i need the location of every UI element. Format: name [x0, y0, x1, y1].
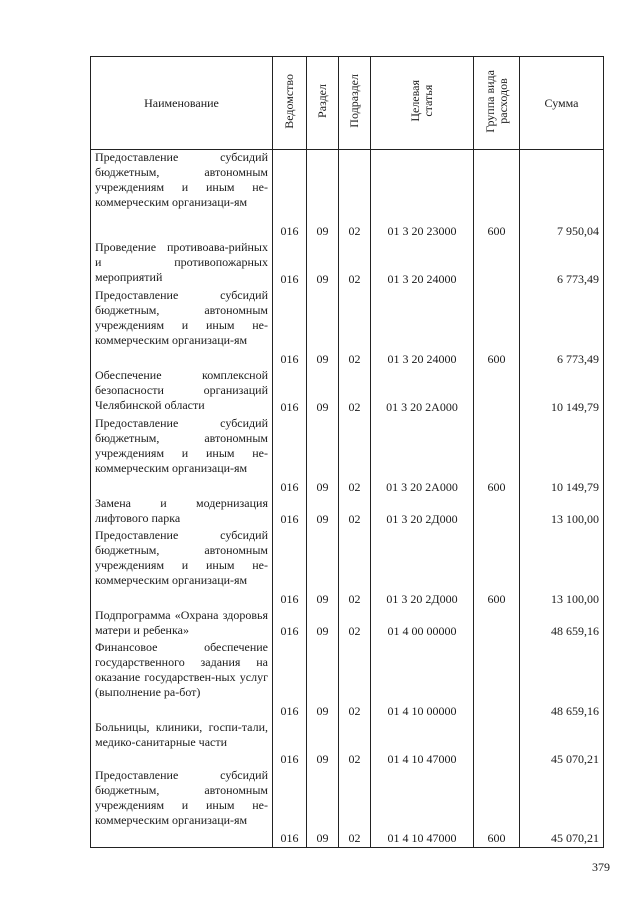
row-name: Замена и модернизация лифтового парка — [91, 496, 273, 528]
row-celevaya-statya: 01 3 20 2А000 — [371, 368, 474, 416]
row-podrazdel: 02 — [339, 608, 371, 640]
row-celevaya-statya: 01 3 20 24000 — [371, 240, 474, 288]
row-summa: 48 659,16 — [520, 640, 604, 720]
row-vedomstvo: 016 — [273, 608, 307, 640]
row-razdel: 09 — [307, 608, 339, 640]
row-razdel: 09 — [307, 150, 339, 240]
row-razdel: 09 — [307, 528, 339, 608]
row-gruppa — [474, 608, 520, 640]
header-summa: Сумма — [520, 57, 604, 150]
table-row — [91, 528, 604, 608]
row-summa: 10 149,79 — [520, 416, 604, 496]
row-podrazdel: 02 — [339, 528, 371, 608]
row-gruppa: 600 — [474, 528, 520, 608]
row-razdel: 09 — [307, 496, 339, 528]
row-name: Предоставление субсидий бюджетным, автономным учреждениям и иным не-коммерческим организаци-ям — [91, 768, 273, 848]
row-razdel: 09 — [307, 288, 339, 368]
row-name: Предоставление субсидий бюджетным, автономным учреждениям и иным не-коммерческим организаци-ям — [91, 288, 273, 368]
table-row — [91, 240, 604, 288]
row-name: Предоставление субсидий бюджетным, автономным учреждениям и иным не-коммерческим организаци-ям — [91, 528, 273, 608]
row-vedomstvo: 016 — [273, 720, 307, 768]
table-row — [91, 720, 604, 768]
row-summa: 10 149,79 — [520, 368, 604, 416]
row-gruppa: 600 — [474, 768, 520, 848]
row-podrazdel: 02 — [339, 240, 371, 288]
row-gruppa: 600 — [474, 150, 520, 240]
header-gruppa-vida-rashodov: Группа вида расходов — [474, 57, 520, 150]
row-celevaya-statya: 01 4 10 47000 — [371, 768, 474, 848]
row-podrazdel: 02 — [339, 288, 371, 368]
row-summa: 13 100,00 — [520, 528, 604, 608]
row-podrazdel: 02 — [339, 150, 371, 240]
row-celevaya-statya: 01 3 20 2Д000 — [371, 528, 474, 608]
row-podrazdel: 02 — [339, 416, 371, 496]
row-vedomstvo: 016 — [273, 496, 307, 528]
row-summa: 7 950,04 — [520, 150, 604, 240]
table-row — [91, 288, 604, 368]
row-celevaya-statya: 01 4 10 00000 — [371, 640, 474, 720]
budget-table — [90, 56, 604, 848]
table-row — [91, 768, 604, 848]
row-vedomstvo: 016 — [273, 768, 307, 848]
table-row — [91, 496, 604, 528]
row-vedomstvo: 016 — [273, 288, 307, 368]
row-razdel: 09 — [307, 720, 339, 768]
row-vedomstvo: 016 — [273, 150, 307, 240]
row-celevaya-statya: 01 3 20 24000 — [371, 288, 474, 368]
row-razdel: 09 — [307, 240, 339, 288]
row-vedomstvo: 016 — [273, 528, 307, 608]
header-razdel: Раздел — [307, 57, 339, 150]
table-body — [91, 150, 604, 848]
row-razdel: 09 — [307, 368, 339, 416]
row-podrazdel: 02 — [339, 368, 371, 416]
table-row — [91, 640, 604, 720]
row-vedomstvo: 016 — [273, 240, 307, 288]
header-vedomstvo: Ведомство — [273, 57, 307, 150]
row-celevaya-statya: 01 3 20 23000 — [371, 150, 474, 240]
row-celevaya-statya: 01 4 10 47000 — [371, 720, 474, 768]
row-razdel: 09 — [307, 416, 339, 496]
row-vedomstvo: 016 — [273, 416, 307, 496]
row-gruppa: 600 — [474, 288, 520, 368]
row-gruppa — [474, 496, 520, 528]
row-vedomstvo: 016 — [273, 368, 307, 416]
row-name: Обеспечение комплексной безопасности организаций Челябинской области — [91, 368, 273, 416]
row-celevaya-statya: 01 4 00 00000 — [371, 608, 474, 640]
row-vedomstvo: 016 — [273, 640, 307, 720]
row-podrazdel: 02 — [339, 720, 371, 768]
row-summa: 6 773,49 — [520, 240, 604, 288]
page-number: 379 — [592, 860, 610, 874]
row-name: Предоставление субсидий бюджетным, автономным учреждениям и иным не-коммерческим организаци-ям — [91, 416, 273, 496]
row-gruppa — [474, 720, 520, 768]
row-podrazdel: 02 — [339, 640, 371, 720]
row-razdel: 09 — [307, 768, 339, 848]
table-row — [91, 368, 604, 416]
row-summa: 45 070,21 — [520, 768, 604, 848]
row-gruppa: 600 — [474, 416, 520, 496]
header-podrazdel: Подраздел — [339, 57, 371, 150]
row-name: Подпрограмма «Охрана здоровья матери и ребенка» — [91, 608, 273, 640]
row-celevaya-statya: 01 3 20 2Д000 — [371, 496, 474, 528]
row-celevaya-statya: 01 3 20 2А000 — [371, 416, 474, 496]
table-row — [91, 608, 604, 640]
row-summa: 45 070,21 — [520, 720, 604, 768]
table-header — [91, 57, 604, 150]
row-podrazdel: 02 — [339, 768, 371, 848]
row-gruppa — [474, 240, 520, 288]
row-name: Предоставление субсидий бюджетным, автономным учреждениям и иным не-коммерческим организаци-ям — [91, 150, 273, 240]
row-name: Проведение противоава-рийных и противопожарных мероприятий — [91, 240, 273, 288]
row-summa: 48 659,16 — [520, 608, 604, 640]
table-row — [91, 150, 604, 240]
table-row — [91, 416, 604, 496]
row-name: Больницы, клиники, госпи-тали, медико-санитарные части — [91, 720, 273, 768]
row-podrazdel: 02 — [339, 496, 371, 528]
row-name: Финансовое обеспечение государственного задания на оказание государствен-ных услуг (выполнение ра-бот) — [91, 640, 273, 720]
header-celevaya-statya: Целевая статья — [371, 57, 474, 150]
row-summa: 13 100,00 — [520, 496, 604, 528]
row-summa: 6 773,49 — [520, 288, 604, 368]
header-name: Наименование — [91, 57, 273, 150]
row-razdel: 09 — [307, 640, 339, 720]
row-gruppa — [474, 368, 520, 416]
row-gruppa — [474, 640, 520, 720]
